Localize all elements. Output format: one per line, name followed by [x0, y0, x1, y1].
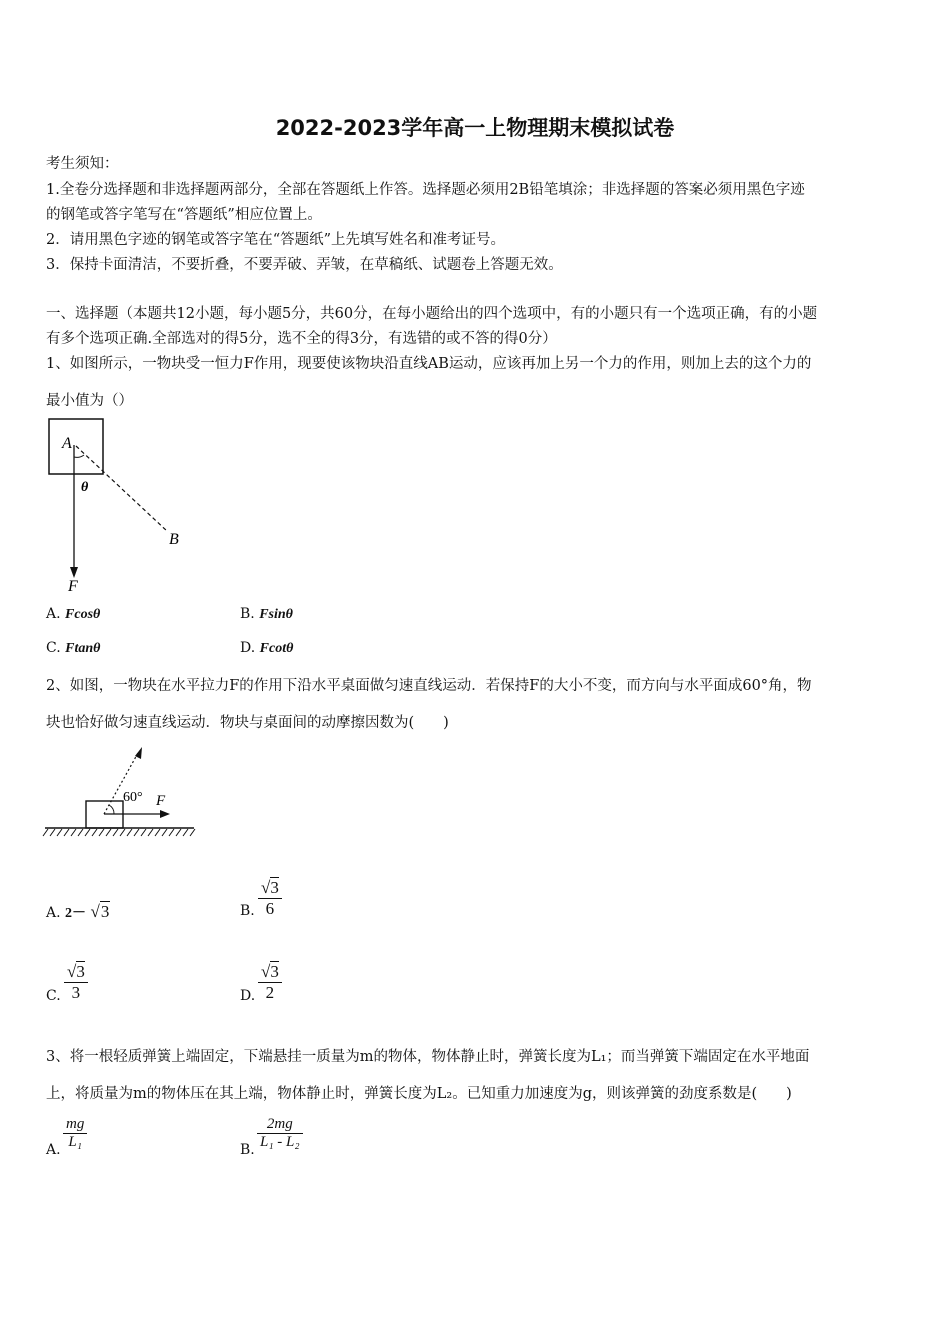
- q2-option-c-den: 3: [71, 983, 81, 1002]
- line-ab-dashed: [76, 446, 168, 532]
- q1-option-d-value: Fcotθ: [259, 641, 294, 656]
- q2-option-d-fraction: $\frac{√3}{2}$: [258, 962, 282, 1003]
- angle-arc: [109, 805, 114, 814]
- q2-option-a-radicand: 3: [100, 902, 110, 921]
- notice-item-3: 3．保持卡面清洁，不要折叠，不要弄破、弄皱，在草稿纸、试题卷上答题无效。: [46, 257, 563, 273]
- q1-option-d[interactable]: [240, 640, 293, 657]
- notice-item-1a: 1.全卷分选择题和非选择题两部分，全部在答题纸上作答。选择题必须用2B铅笔填涂；非选择题的答案必须用黑色字迹: [46, 182, 805, 198]
- page-title: 2022-2023学年高一上物理期末模拟试卷: [275, 116, 675, 140]
- q2-option-d-den: 2: [265, 983, 275, 1002]
- q2-force-diagram: [40, 742, 200, 842]
- q2-text-line2: 块也恰好做匀速直线运动．物块与桌面间的动摩擦因数为( ): [46, 715, 449, 731]
- q3-text-line2: 上，将质量为m的物体压在其上端，物体静止时，弹簧长度为L₂。已知重力加速度为g，则该弹簧的劲度系数是( ): [46, 1086, 792, 1102]
- q1-option-a[interactable]: [46, 606, 100, 623]
- q3-option-b-den: L₁ - L₂: [260, 1134, 300, 1150]
- q2-option-b-fraction: $\frac{√3}{6}$: [258, 878, 282, 919]
- q3-option-a-den: L₁: [68, 1134, 82, 1150]
- q1-force-diagram: [40, 415, 200, 595]
- label-angle: 60°: [123, 790, 143, 805]
- notice-heading: 考生须知：: [46, 156, 119, 172]
- force-horizontal-arrowhead: [160, 810, 170, 818]
- q1-option-c-label: C.: [46, 640, 61, 656]
- label-f: F: [68, 578, 78, 595]
- q2-option-b-den: 6: [265, 899, 275, 918]
- notice-item-1b: 的钢笔或答字笔写在“答题纸”相应位置上。: [46, 207, 322, 223]
- q1-text-line2: 最小值为（）: [46, 393, 133, 409]
- q2-option-d-num: 3: [270, 962, 279, 981]
- notice-item-2: 2．请用黑色字迹的钢笔或答字笔在“答题纸”上先填写姓名和准考证号。: [46, 232, 506, 248]
- section-intro-line1: 一、选择题（本题共12小题，每小题5分，共60分，在每小题给出的四个选项中，有的小题只有一个选项正确，有的小题: [46, 306, 818, 322]
- q1-text-line1: 1、如图所示，一物块受一恒力F作用，现要使该物块沿直线AB运动，应该再加上另一个力的作用，则加上去的这个力的: [46, 356, 812, 372]
- q3-option-a-num: mg: [66, 1116, 85, 1132]
- q3-option-a-label[interactable]: A.: [46, 1142, 61, 1158]
- label-b: B: [169, 531, 179, 548]
- q2-text-line1: 2、如图，一物块在水平拉力F的作用下沿水平桌面做匀速直线运动．若保持F的大小不变，而方向与水平面成60°角，物: [46, 678, 812, 694]
- q2-option-a[interactable]: A. 2－ √3: [46, 902, 110, 921]
- label-theta: θ: [81, 480, 89, 495]
- q1-option-b-label: B.: [240, 606, 255, 622]
- force-angled-arrowhead: [135, 747, 142, 759]
- force-f-arrowhead: [70, 567, 78, 578]
- theta-arc: [74, 455, 84, 457]
- q1-option-a-label: A.: [46, 606, 61, 622]
- q1-option-b-value: Fsinθ: [259, 607, 293, 622]
- q2-option-c-label[interactable]: C.: [46, 988, 61, 1004]
- q1-option-b[interactable]: [240, 606, 293, 623]
- q2-option-b-label[interactable]: B.: [240, 903, 255, 919]
- q1-option-c[interactable]: [46, 640, 100, 657]
- q2-option-c-num: 3: [76, 962, 85, 981]
- q2-option-d-label[interactable]: D.: [240, 988, 256, 1004]
- q2-option-a-prefix: 2－: [65, 906, 87, 921]
- q1-option-d-label: D.: [240, 640, 256, 656]
- q3-option-b-label[interactable]: B.: [240, 1142, 255, 1158]
- q3-option-b-num: 2mg: [266, 1116, 293, 1132]
- q1-option-a-value: Fcosθ: [65, 607, 101, 622]
- q1-option-c-value: Ftanθ: [65, 641, 101, 656]
- q2-option-a-label: A.: [46, 905, 61, 921]
- q3-option-b-fraction: [257, 1116, 303, 1151]
- section-intro-line2: 有多个选项正确.全部选对的得5分，选不全的得3分，有选错的或不答的得0分）: [46, 331, 557, 347]
- q2-option-b-num: 3: [270, 878, 279, 897]
- q3-text-line1: 3、将一根轻质弹簧上端固定，下端悬挂一质量为m的物体，物体静止时，弹簧长度为L₁；而当弹簧下端固定在水平地面: [46, 1049, 810, 1065]
- q2-option-c-fraction: $\frac{√3}{3}$: [64, 962, 88, 1003]
- label-a: A: [62, 435, 72, 452]
- q3-option-a-fraction: [63, 1116, 87, 1151]
- label-f: F: [156, 793, 166, 809]
- table-hatching: [43, 829, 195, 836]
